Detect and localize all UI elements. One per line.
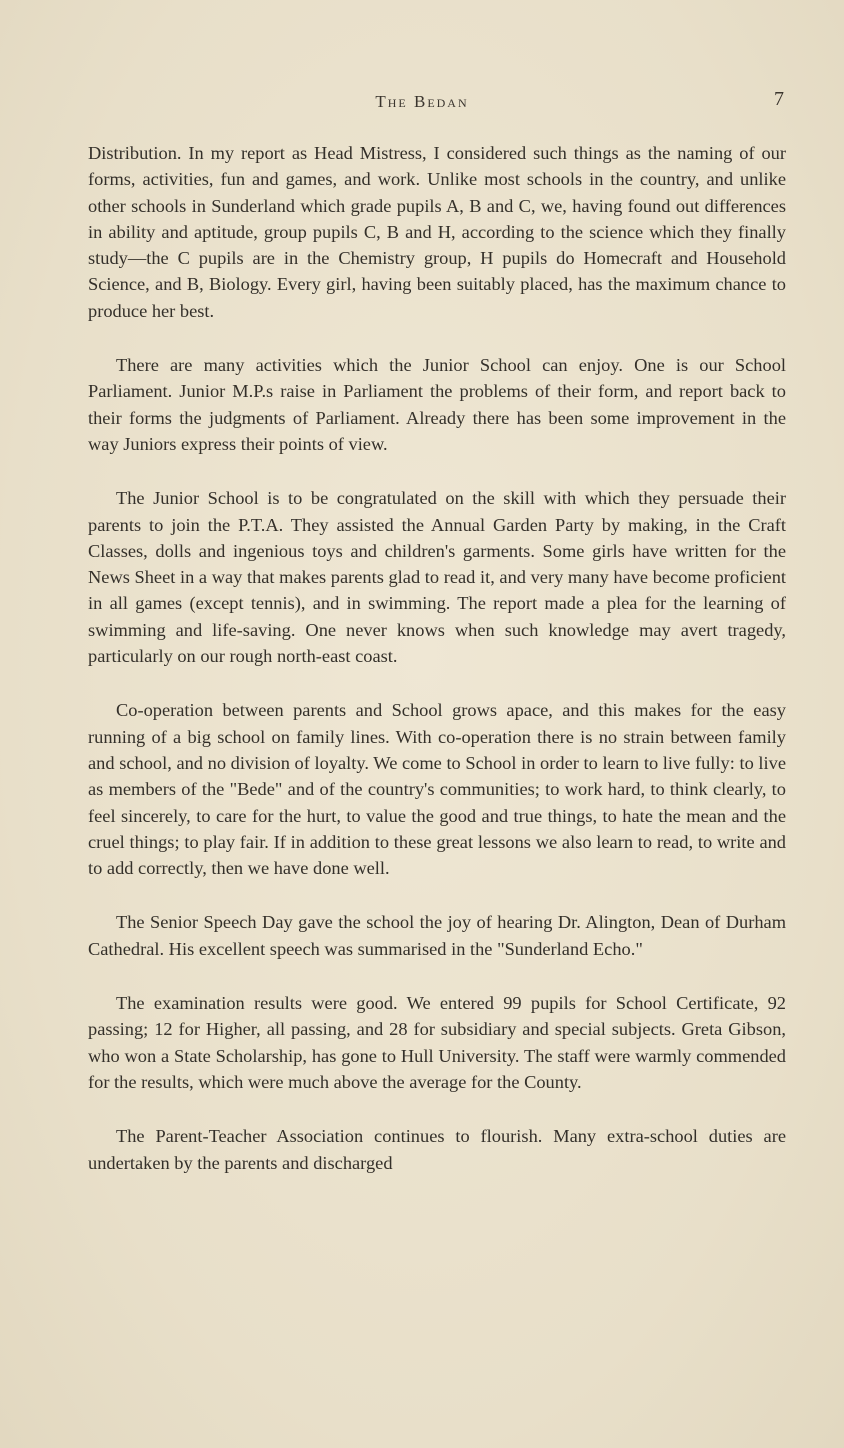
paragraph-distribution: Distribution. In my report as Head Mistress, I considered such things as the naming of our forms, activities, fun and games, and work. Unlike most schools in the country, and unlike other schools in Sunderland which grade pupils A, B and C, we, having found out differences in ability and aptitude, group pupils C, B and H, according to the science which they finally study—the C pupils are in the Chemistry group, H pupils do Homecraft and Household Science, and B, Biology. Every girl, having been suitably placed, has the maximum chance to produce her best. [88, 143, 786, 321]
page-number: 7 [774, 88, 784, 110]
body-text [88, 140, 786, 1204]
paragraph-parent-teacher-association: The Parent-Teacher Association continues to flourish. Many extra-school duties are undertaken by the parents and discharged [88, 1126, 786, 1173]
paragraph-co-operation: Co-operation between parents and School grows apace, and this makes for the easy running of a big school on family lines. With co-operation there is no strain between family and school, and no division of loyalty. We come to School in order to learn to live fully: to live as members of the "Bede" and of the country's communities; to work hard, to think clearly, to feel sincerely, to care for the hurt, to value the good and true things, to hate the mean and the cruel things; to play fair. If in addition to these great lessons we also learn to read, to write and to add correctly, then we have done well. [88, 700, 786, 879]
running-title: The Bedan [375, 92, 469, 111]
paragraph-examination-results: The examination results were good. We entered 99 pupils for School Certificate, 92 passing; 12 for Higher, all passing, and 28 for subsidiary and special subjects. Greta Gibson, who won a State Scholarship, has gone to Hull University. The staff were warmly commended for the results, which were much above the average for the County. [88, 993, 786, 1092]
paragraph-junior-school: The Junior School is to be congratulated on the skill with which they persuade their parents to join the P.T.A. They assisted the Annual Garden Party by making, in the Craft Classes, dolls and ingenious toys and children's garments. Some girls have written for the News Sheet in a way that makes parents glad to read it, and very many have become proficient in all games (except tennis), and in swimming. The report made a plea for the learning of swimming and life-saving. One never knows when such knowledge may avert tragedy, particularly on our rough north-east coast. [88, 488, 786, 667]
paragraph-junior-activities: There are many activities which the Junior School can enjoy. One is our School Parliament. Junior M.P.s raise in Parliament the problems of their form, and report back to their forms the judgments of Parliament. Already there has been some improvement in the way Juniors express their points of view. [88, 355, 786, 454]
paragraph-speech-day: The Senior Speech Day gave the school the joy of hearing Dr. Alington, Dean of Durham Cathedral. His excellent speech was summarised in the "Sunderland Echo." [88, 912, 786, 959]
